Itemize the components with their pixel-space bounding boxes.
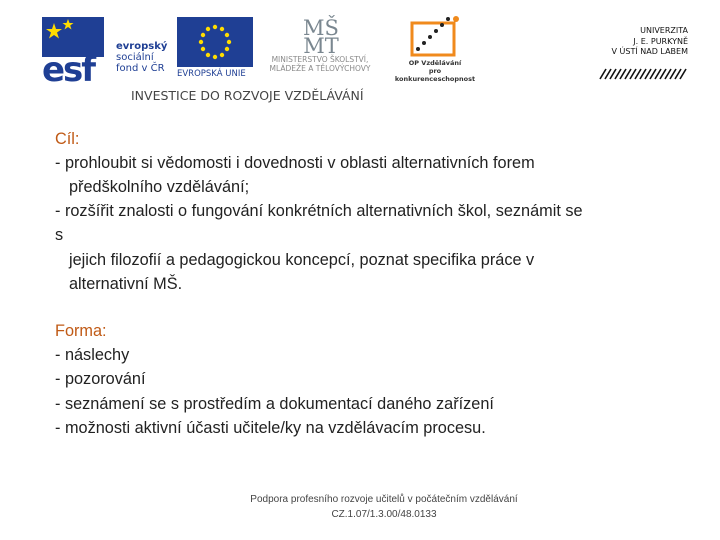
op-vk-label-line: pro konkurenceschopnost	[394, 67, 476, 83]
goal-line: alternativní MŠ.	[69, 275, 183, 293]
esf-logo	[42, 17, 172, 90]
footer-project-name: Podpora profesního rozvoje učitelů v počátečním vzdělávání	[250, 494, 518, 505]
esf-label	[116, 41, 167, 74]
ujep-label-line: V ÚSTÍ NAD LABEM	[611, 47, 688, 56]
esf-label-line: sociální	[116, 52, 154, 63]
form-heading: Forma:	[55, 322, 107, 340]
form-item: - náslechy	[55, 346, 130, 364]
form-item: - možnosti aktivní účasti učitele/ky na vzdělávacím procesu.	[55, 419, 486, 437]
footer-project-code: CZ.1.07/1.3.00/48.0133	[331, 509, 437, 520]
ujep-label-line: J. E. PURKYNĚ	[633, 36, 688, 46]
esf-label-line: evropský	[116, 41, 168, 52]
ujep-label-line: UNIVERZITA	[640, 26, 688, 35]
op-vk-label	[390, 59, 480, 83]
ujep-logo	[598, 26, 690, 82]
goal-line: - rozšířit znalosti o fungování konkrétních alternativních škol, seznámit se	[55, 202, 583, 220]
op-vk-mark-icon	[408, 15, 462, 59]
ujep-stripes-icon	[598, 66, 690, 80]
form-item: - pozorování	[55, 370, 146, 388]
goal-line: jejich filozofií a pedagogickou koncepcí, poznat specifika práce v	[69, 251, 535, 269]
msmt-mark-icon	[286, 15, 356, 55]
msmt-label	[256, 55, 384, 73]
ujep-label	[612, 26, 688, 58]
goal-line: s	[55, 226, 64, 244]
msmt-logo	[256, 15, 384, 79]
goal-heading: Cíl:	[55, 130, 80, 148]
op-vk-label-line: OP Vzdělávání	[408, 59, 462, 67]
esf-letters: esf	[42, 50, 95, 90]
form-item: - seznámení se s prostředím a dokumentací daného zařízení	[55, 395, 494, 413]
eu-logo	[177, 17, 253, 81]
goal-line: - prohloubit si vědomosti i dovednosti v oblasti alternativních forem	[55, 154, 535, 172]
eu-flag-icon	[177, 17, 253, 67]
msmt-label-line: MINISTERSTVO ŠKOLSTVÍ,	[271, 55, 369, 64]
msmt-mark-bottom: MT	[303, 34, 339, 55]
banner-tagline: INVESTICE DO ROZVOJE VZDĚLÁVÁNÍ	[131, 88, 364, 103]
esf-label-line: fond v ČR	[116, 63, 165, 74]
eu-label: EVROPSKÁ UNIE	[177, 69, 246, 79]
op-vk-logo	[390, 15, 480, 81]
goal-line: předškolního vzdělávání;	[69, 178, 250, 196]
msmt-label-line: MLÁDEŽE A TĚLOVÝCHOVY	[269, 64, 371, 73]
msmt-mark-top: MŠ	[303, 16, 339, 40]
